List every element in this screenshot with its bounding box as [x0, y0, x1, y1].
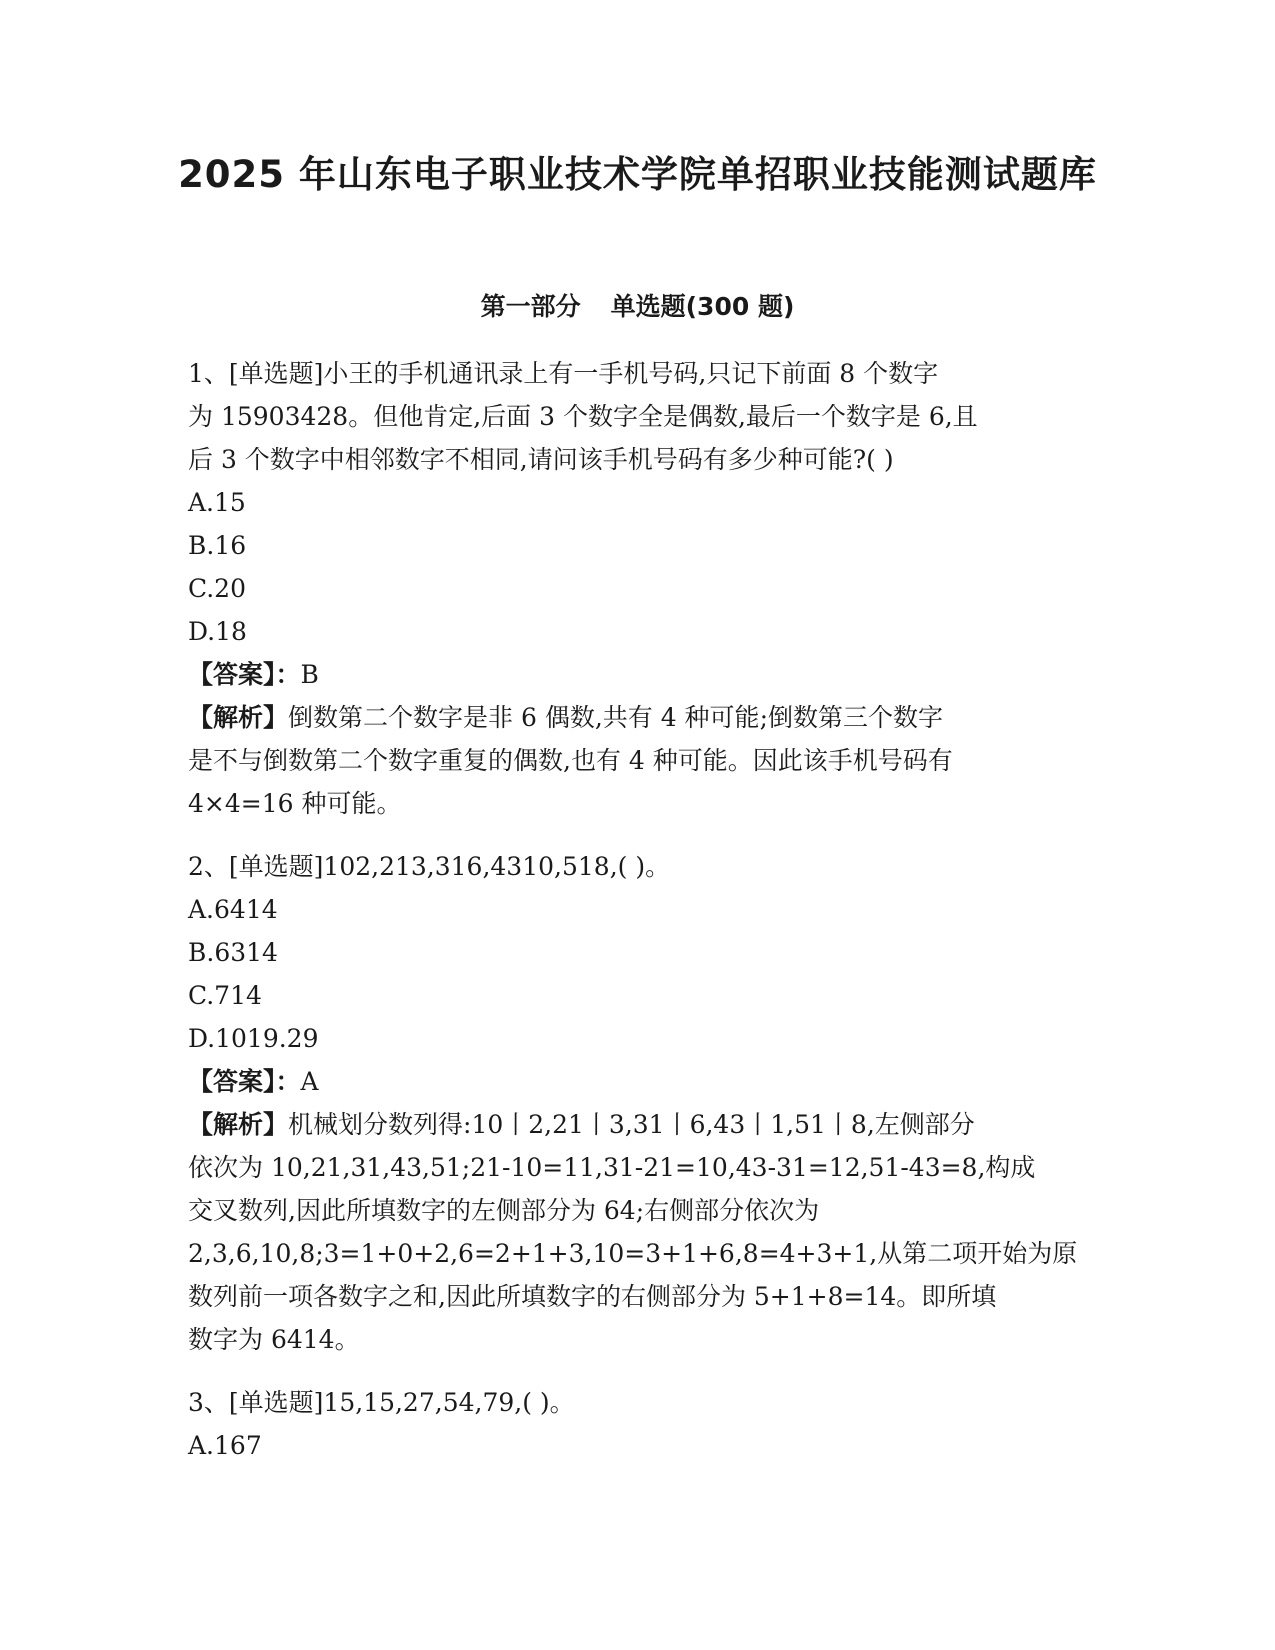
answer-separator: ： — [275, 660, 301, 689]
section-name: 单选题(300 题) — [610, 292, 795, 321]
option-d: D.18 — [188, 617, 247, 646]
analysis-line: 数字为 6414。 — [188, 1325, 360, 1354]
analysis — [188, 696, 1088, 825]
section-part: 第一部分 — [480, 292, 581, 321]
analysis-line: 数列前一项各数字之和,因此所填数字的右侧部分为 5+1+8=14。即所填 — [188, 1282, 997, 1311]
analysis-line — [188, 696, 1088, 739]
question-3 — [188, 1381, 1088, 1467]
answer-value: A — [300, 1067, 319, 1096]
question-stem — [188, 1381, 1088, 1424]
question-stem — [188, 845, 1088, 888]
answer-label: 【答案】 — [188, 660, 276, 689]
question-2 — [188, 845, 1088, 1361]
analysis-line — [188, 1103, 1088, 1146]
question-line: 为 15903428。但他肯定,后面 3 个数字全是偶数,最后一个数字是 6,且 — [188, 402, 978, 431]
answer-line — [188, 653, 1088, 696]
question-line: 3、[单选题]15,15,27,54,79,( )。 — [188, 1388, 575, 1417]
answer-line — [188, 1060, 1088, 1103]
analysis-text: 倒数第二个数字是非 6 偶数,共有 4 种可能;倒数第三个数字 — [288, 703, 943, 732]
option-a: A.167 — [188, 1431, 262, 1460]
option-b: B.6314 — [188, 938, 278, 967]
question-line: 后 3 个数字中相邻数字不相同,请问该手机号码有多少种可能?( ) — [188, 445, 894, 474]
option-d: D.1019.29 — [188, 1024, 319, 1053]
analysis-line: 交叉数列,因此所填数字的左侧部分为 64;右侧部分依次为 — [188, 1196, 820, 1225]
analysis-line: 2,3,6,10,8;3=1+0+2,6=2+1+3,10=3+1+6,8=4+3+1,从第二项开始为原 — [188, 1239, 1078, 1268]
option-b: B.16 — [188, 531, 247, 560]
answer-value: B — [300, 660, 319, 689]
analysis — [188, 1103, 1088, 1361]
option-a: A.6414 — [188, 895, 278, 924]
analysis-line: 依次为 10,21,31,43,51;21-10=11,31-21=10,43-31=12,51-43=8,构成 — [188, 1153, 1036, 1182]
section-title — [0, 289, 1275, 325]
document-title: 2025 年山东电子职业技术学院单招职业技能测试题库 — [178, 153, 1097, 196]
question-line: 2、[单选题]102,213,316,4310,518,( )。 — [188, 852, 671, 881]
option-c: C.714 — [188, 981, 262, 1010]
analysis-line: 4×4=16 种可能。 — [188, 789, 402, 818]
analysis-line: 是不与倒数第二个数字重复的偶数,也有 4 种可能。因此该手机号码有 — [188, 746, 953, 775]
option-c: C.20 — [188, 574, 246, 603]
answer-separator: ： — [275, 1067, 301, 1096]
answer-label: 【答案】 — [188, 1067, 276, 1096]
analysis-label: 【解析】 — [188, 1110, 289, 1139]
question-line: 1、[单选题]小王的手机通讯录上有一手机号码,只记下前面 8 个数字 — [188, 359, 939, 388]
analysis-label: 【解析】 — [188, 703, 289, 732]
option-a: A.15 — [188, 488, 246, 517]
question-list — [188, 352, 1088, 1467]
question-stem — [188, 352, 1088, 481]
question-1 — [188, 352, 1088, 825]
analysis-text: 机械划分数列得:10丨2,21丨3,31丨6,43丨1,51丨8,左侧部分 — [288, 1110, 975, 1139]
